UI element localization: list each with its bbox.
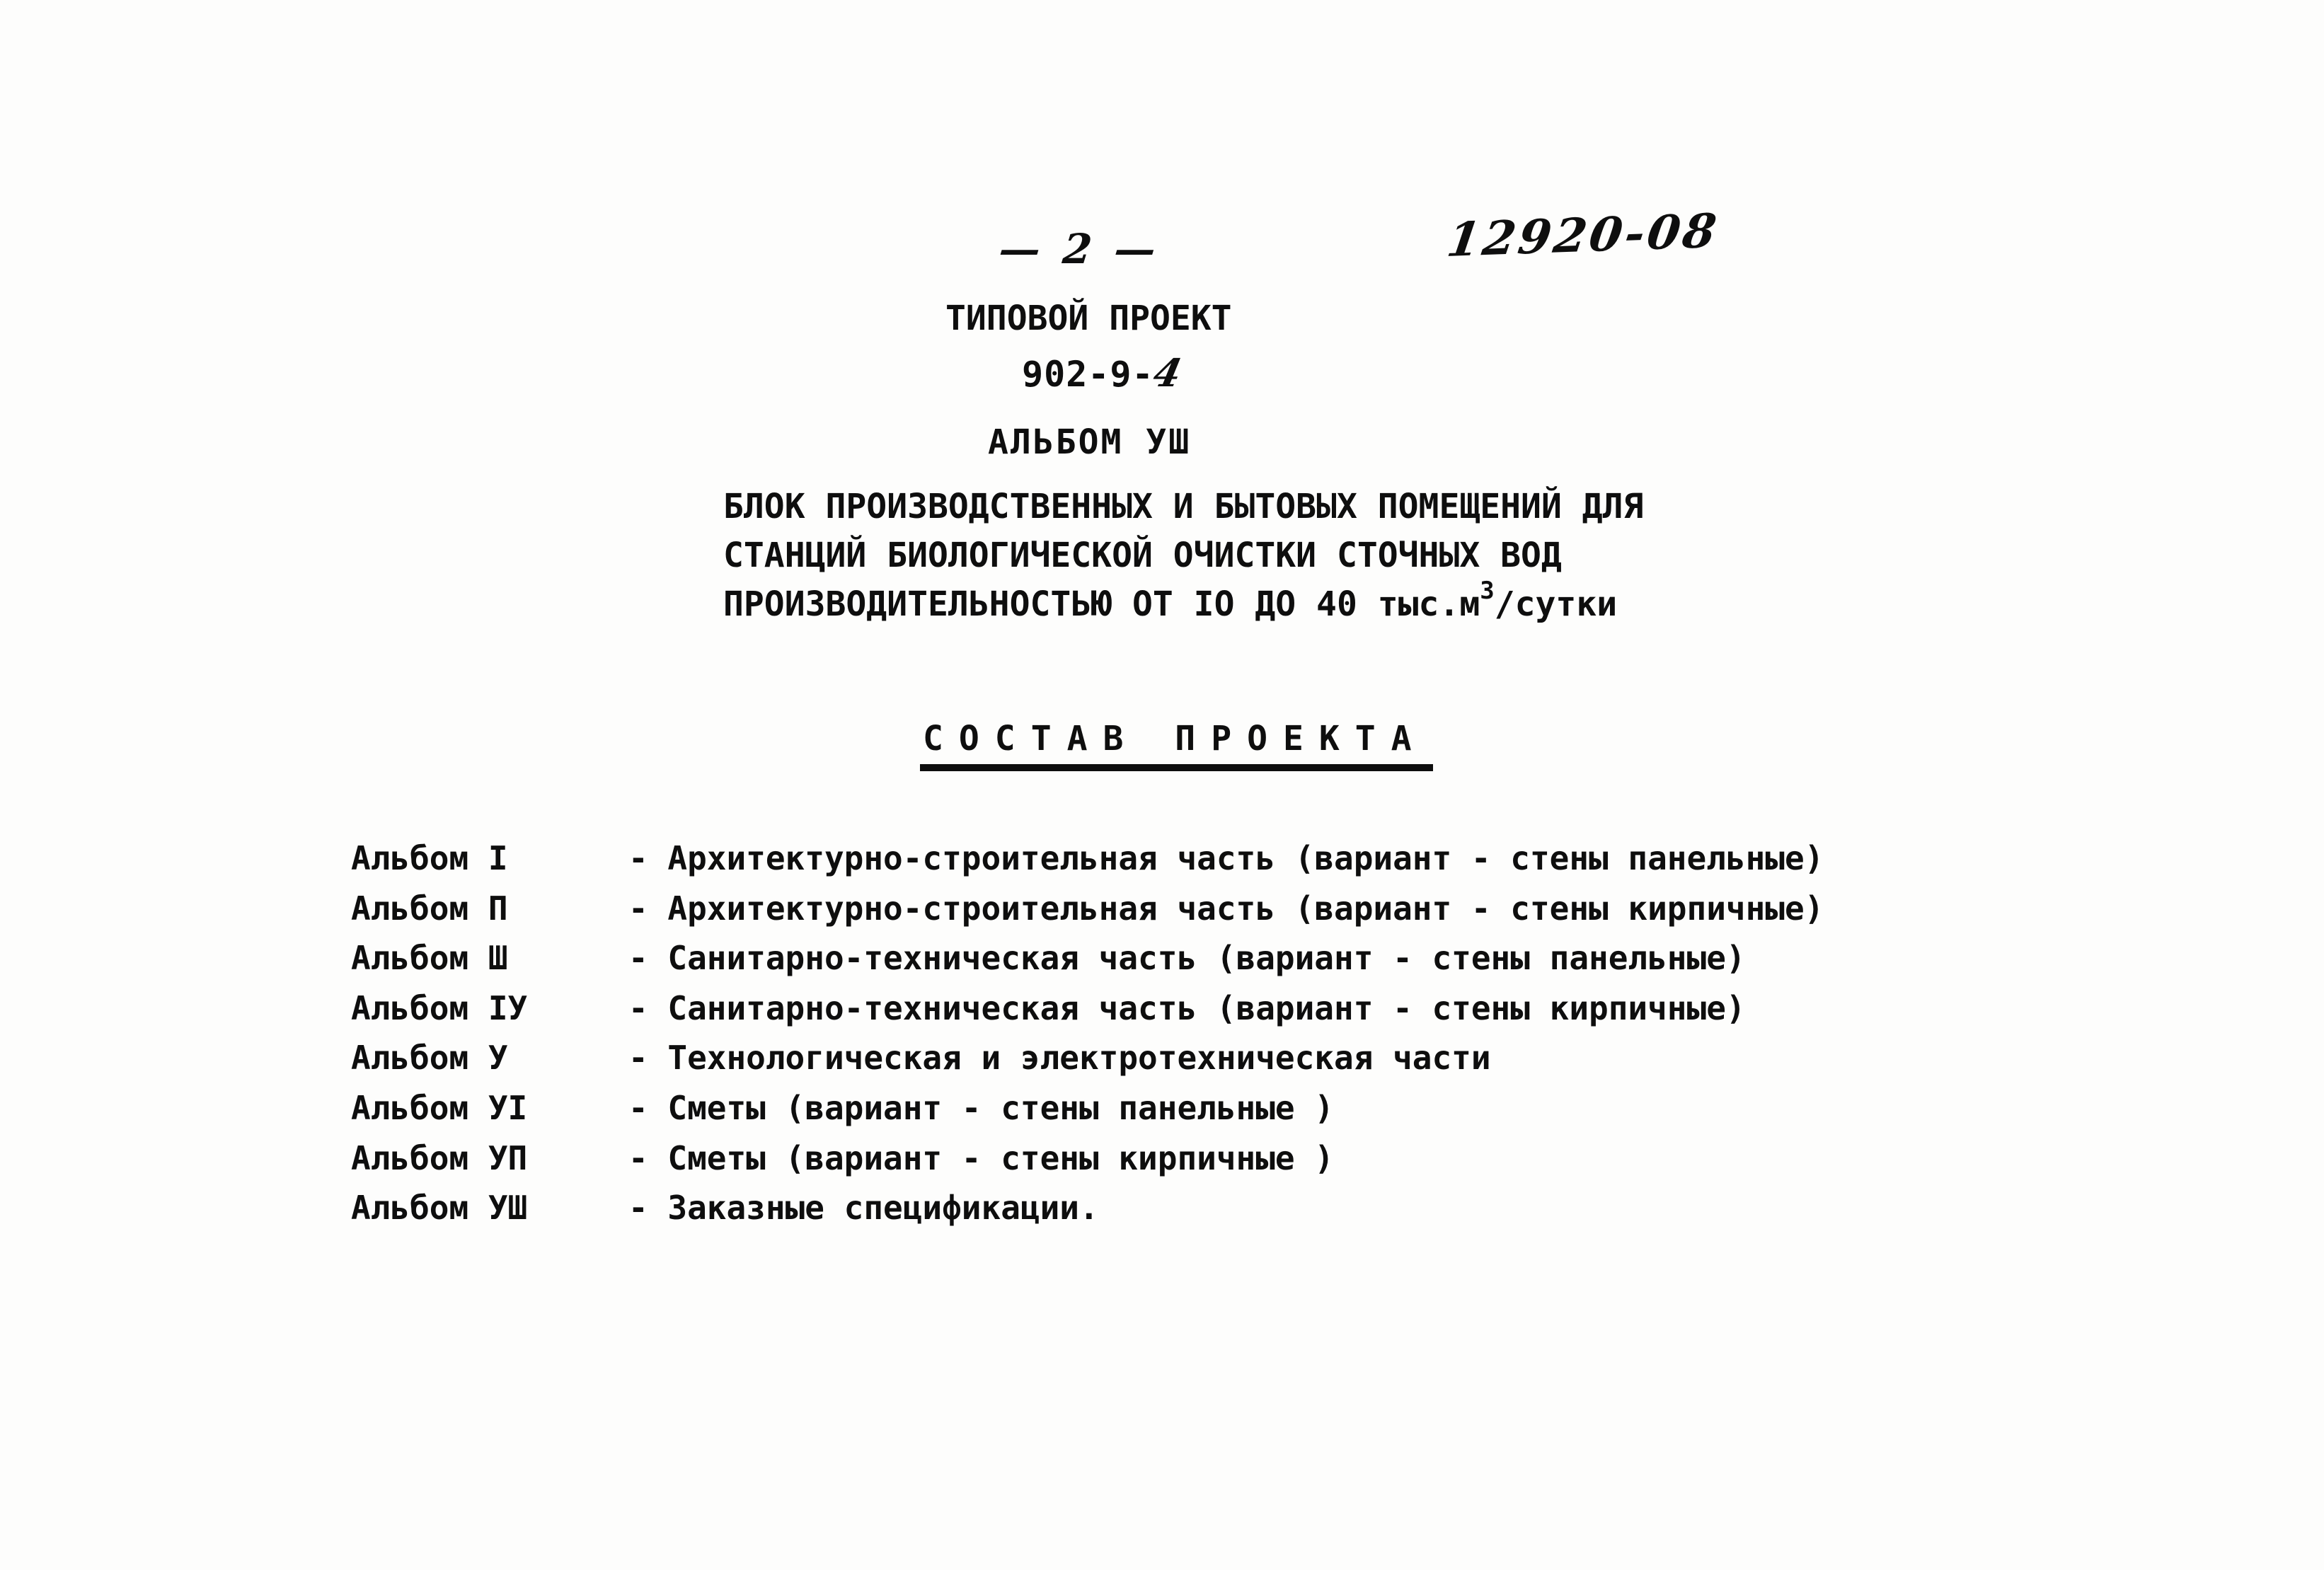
album-description: - Санитарно-техническая часть (вариант - стены кирпичные) [628, 988, 1746, 1027]
album-label: Альбом Ш [351, 939, 508, 978]
album-label: Альбом У [351, 1039, 508, 1078]
album-description: - Архитектурно-строительная часть (вариант - стены кирпичные) [628, 889, 1824, 928]
album-label: Альбом УI [351, 1088, 528, 1127]
main-title-line-1: БЛОК ПРОИЗВОДСТВЕННЫХ И БЫТОВЫХ ПОМЕЩЕНИЙ ДЛЯ [723, 487, 1644, 526]
album-description: - Технологическая и электротехническая части [628, 1039, 1491, 1078]
album-number-heading: АЛЬБОМ УШ [988, 422, 1192, 462]
album-description: - Санитарно-техническая часть (вариант - стены панельные) [628, 939, 1746, 978]
main-title [723, 483, 1643, 629]
album-label: Альбом IУ [351, 988, 528, 1027]
album-label: Альбом УП [351, 1138, 528, 1177]
main-title-line-3 [723, 577, 1643, 629]
cubic-meter-superscript: 3 [1480, 577, 1495, 605]
album-label: Альбом П [351, 889, 508, 928]
handwritten-stamp-number: 12920-08 [1444, 202, 1722, 267]
main-title-line-3-suffix: /сутки [1494, 584, 1618, 624]
project-code [1022, 350, 1187, 396]
album-label: Альбом УШ [351, 1189, 528, 1228]
album-label: Альбом I [351, 839, 508, 877]
album-description: - Заказные спецификации. [628, 1189, 1099, 1228]
project-type-heading: ТИПОВОЙ ПРОЕКТ [945, 299, 1232, 338]
project-code-typed: 902-9- [1022, 354, 1154, 395]
project-code-handwritten-digit: 4 [1149, 350, 1187, 396]
section-heading-sostav-proekta: СОСТАВ ПРОЕКТА [920, 719, 1433, 771]
main-title-line-2: СТАНЦИЙ БИОЛОГИЧЕСКОЙ ОЧИСТКИ СТОЧНЫХ ВОД [723, 536, 1562, 575]
page-number: — 2 — [996, 225, 1163, 273]
album-description: - Сметы (вариант - стены кирпичные ) [628, 1138, 1334, 1177]
album-description: - Сметы (вариант - стены панельные ) [628, 1088, 1334, 1127]
album-description: - Архитектурно-строительная часть (вариант - стены панельные) [628, 839, 1824, 877]
main-title-line-3-text: ПРОИЗВОДИТЕЛЬНОСТЬЮ ОТ IО ДО 40 тыс.м [723, 584, 1480, 624]
